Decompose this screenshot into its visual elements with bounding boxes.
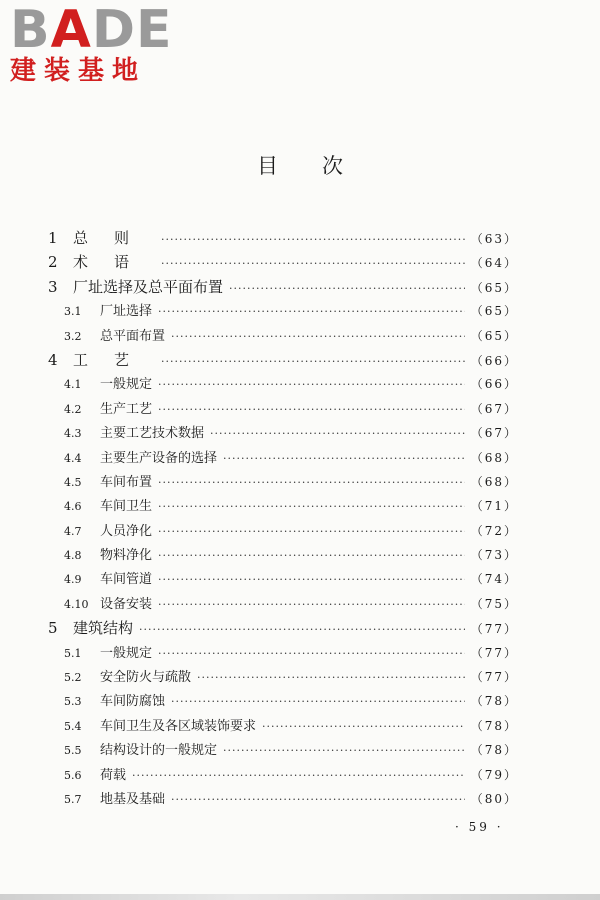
- toc-entry: [48, 494, 518, 518]
- toc-entry-label: 工艺: [73, 350, 156, 369]
- toc-entry-label: 厂址选择: [100, 304, 153, 320]
- dot-leader: [161, 350, 465, 374]
- toc-entry-number: 3.2: [64, 329, 82, 343]
- toc-entry-page: （67）: [470, 426, 518, 441]
- toc-entry-page: （78）: [470, 694, 518, 709]
- toc-entry-page: （68）: [470, 474, 518, 489]
- toc-entry: [48, 592, 518, 616]
- toc-entry: [48, 689, 518, 713]
- toc-entry-page: （66）: [470, 353, 518, 368]
- toc-entry-label: 厂址选择及总平面布置: [73, 277, 224, 296]
- dot-leader: [158, 495, 465, 519]
- toc-entry-label: 物料净化: [100, 548, 153, 564]
- toc-entry: [48, 519, 518, 543]
- toc-entry-number: 5.6: [64, 768, 82, 782]
- toc-entry-page: （77）: [470, 645, 518, 660]
- toc-entry-page: （78）: [470, 743, 518, 758]
- toc-entry: [48, 226, 518, 250]
- toc-entry-label: 一般规定: [100, 645, 153, 661]
- toc-entry-label: 生产工艺: [100, 401, 153, 417]
- toc-entry: [48, 348, 518, 372]
- dot-leader: [139, 618, 465, 642]
- toc-entry: [48, 446, 518, 470]
- toc-entry-number: 4.5: [64, 475, 82, 489]
- toc-entry-page: （74）: [470, 572, 518, 587]
- toc-entry-number: 2: [48, 253, 58, 272]
- toc-entry-page: （77）: [470, 622, 518, 637]
- toc-entry-number: 4.2: [64, 402, 82, 416]
- toc-entry-page: （80）: [470, 791, 518, 806]
- toc-entry: [48, 763, 518, 787]
- toc-entry-page: （77）: [470, 670, 518, 685]
- toc-entry-page: （65）: [470, 328, 518, 343]
- dot-leader: [171, 325, 465, 349]
- toc-entry-label: 总平面布置: [100, 328, 166, 344]
- toc-entry: [48, 616, 518, 640]
- dot-leader: [223, 739, 465, 763]
- toc-entry-label: 主要生产设备的选择: [100, 450, 218, 466]
- logo-wordmark: BADE: [10, 0, 173, 60]
- toc-entry-number: 5.1: [64, 646, 82, 660]
- toc-entry-label: 术语: [73, 253, 156, 272]
- table-of-contents: [48, 226, 518, 811]
- toc-entry-page: （79）: [470, 767, 518, 782]
- toc-entry-number: 4.7: [64, 524, 82, 538]
- toc-entry-number: 4.10: [64, 597, 89, 611]
- toc-entry-number: 4.6: [64, 500, 82, 514]
- toc-entry-page: （78）: [470, 718, 518, 733]
- dot-leader: [158, 593, 465, 617]
- dot-leader: [158, 642, 465, 666]
- logo-subtitle: 建装基地: [10, 56, 147, 86]
- dot-leader: [161, 228, 465, 252]
- dot-leader: [262, 715, 465, 739]
- toc-entry-label: 车间卫生及各区域装饰要求: [100, 718, 257, 734]
- toc-entry: [48, 665, 518, 689]
- toc-entry: [48, 567, 518, 591]
- dot-leader: [158, 544, 465, 568]
- toc-entry-label: 地基及基础: [100, 791, 166, 807]
- toc-entry-number: 4.3: [64, 427, 82, 441]
- toc-entry-label: 主要工艺技术数据: [100, 426, 205, 442]
- toc-entry-label: 人员净化: [100, 523, 153, 539]
- toc-entry-number: 5: [48, 619, 58, 638]
- toc-entry-page: （64）: [470, 256, 518, 271]
- dot-leader: [171, 788, 465, 812]
- toc-entry-label: 一般规定: [100, 377, 153, 393]
- toc-entry-page: （73）: [470, 548, 518, 563]
- toc-entry-label: 安全防火与疏散: [100, 670, 192, 686]
- toc-entry-number: 4: [48, 350, 58, 369]
- toc-entry-label: 建筑结构: [73, 619, 134, 638]
- toc-entry: [48, 543, 518, 567]
- toc-entry-page: （67）: [470, 401, 518, 416]
- toc-entry: [48, 397, 518, 421]
- dot-leader: [132, 764, 465, 788]
- toc-entry-label: 车间布置: [100, 474, 153, 490]
- toc-entry-page: （65）: [470, 304, 518, 319]
- toc-entry: [48, 641, 518, 665]
- toc-entry-label: 总则: [73, 229, 156, 247]
- toc-entry-page: （66）: [470, 377, 518, 392]
- toc-entry-page: （68）: [470, 450, 518, 465]
- toc-entry-number: 5.7: [64, 792, 82, 806]
- page-number: · 59 ·: [455, 820, 504, 834]
- toc-entry-number: 5.3: [64, 695, 82, 709]
- toc-entry-label: 设备安装: [100, 596, 153, 612]
- dot-leader: [158, 471, 465, 495]
- dot-leader: [223, 447, 465, 471]
- dot-leader: [158, 568, 465, 592]
- dot-leader: [158, 373, 465, 397]
- toc-entry-number: 4.8: [64, 549, 82, 563]
- toc-entry-page: （71）: [470, 499, 518, 514]
- toc-entry-page: （63）: [470, 232, 518, 246]
- dot-leader: [210, 422, 465, 446]
- toc-entry-number: 5.4: [64, 719, 82, 733]
- toc-entry-number: 3: [48, 277, 58, 296]
- scan-edge: [0, 894, 600, 900]
- toc-entry: [48, 714, 518, 738]
- dot-leader: [158, 520, 465, 544]
- toc-entry-number: 5.5: [64, 744, 82, 758]
- toc-entry: [48, 275, 518, 299]
- toc-entry-label: 荷载: [100, 767, 127, 783]
- dot-leader: [158, 398, 465, 422]
- dot-leader: [171, 690, 465, 714]
- toc-entry-label: 车间卫生: [100, 499, 153, 515]
- dot-leader: [197, 666, 465, 690]
- toc-entry: [48, 787, 518, 811]
- toc-entry-number: 5.2: [64, 671, 82, 685]
- toc-entry: [48, 299, 518, 323]
- toc-entry: [48, 470, 518, 494]
- toc-entry-label: 结构设计的一般规定: [100, 743, 218, 759]
- page-title: 目次: [257, 154, 387, 178]
- toc-entry-number: 4.9: [64, 573, 82, 587]
- toc-entry: [48, 421, 518, 445]
- toc-entry: [48, 250, 518, 274]
- toc-entry-number: 3.1: [64, 305, 82, 319]
- toc-entry: [48, 324, 518, 348]
- toc-entry-page: （65）: [470, 280, 518, 295]
- toc-entry-page: （72）: [470, 523, 518, 538]
- bade-logo: [10, 0, 180, 86]
- toc-entry-number: 1: [48, 229, 58, 247]
- dot-leader: [158, 300, 465, 324]
- toc-entry-label: 车间防腐蚀: [100, 694, 166, 710]
- dot-leader: [229, 277, 465, 301]
- toc-entry-page: （75）: [470, 596, 518, 611]
- toc-entry-number: 4.4: [64, 451, 82, 465]
- toc-entry: [48, 372, 518, 396]
- toc-entry-number: 4.1: [64, 378, 82, 392]
- dot-leader: [161, 252, 465, 276]
- toc-entry-label: 车间管道: [100, 572, 153, 588]
- toc-entry: [48, 738, 518, 762]
